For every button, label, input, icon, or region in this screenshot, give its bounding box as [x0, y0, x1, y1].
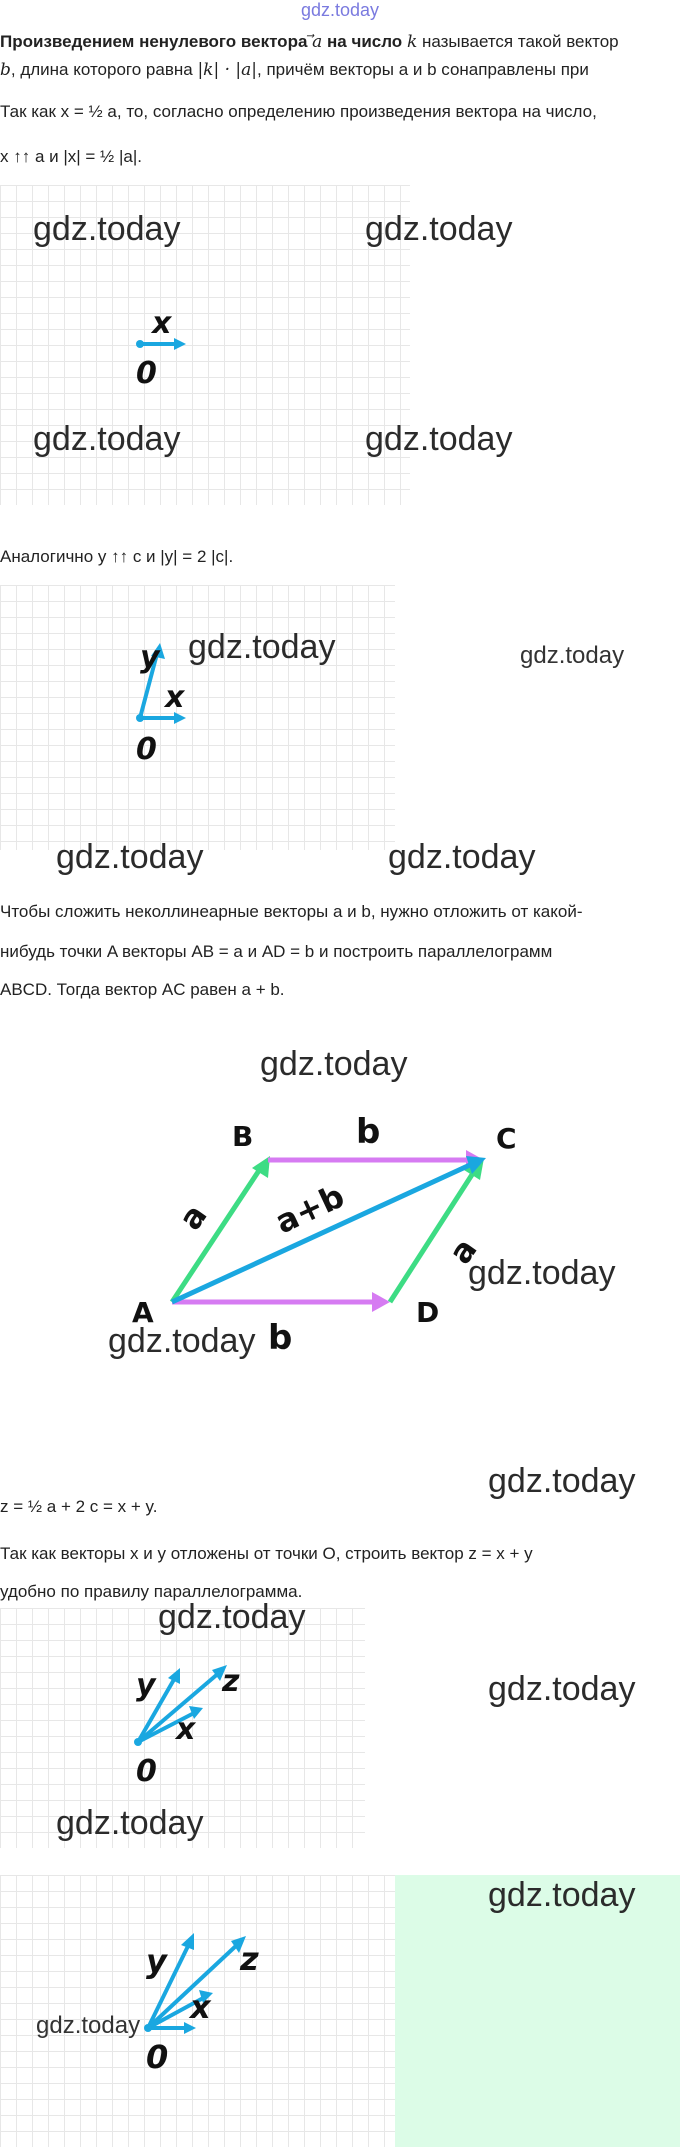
watermark: gdz.today [33, 210, 181, 248]
para4-line2: Так как векторы x и y отложены от точки O, строить вектор z = x + y [0, 1544, 533, 1563]
watermark: gdz.today [365, 420, 513, 458]
label-D: D [416, 1296, 440, 1329]
watermark: gdz.today [158, 1598, 306, 1636]
label-x: x [190, 1988, 211, 2026]
vec-a: a [312, 32, 323, 52]
watermark: gdz.today [388, 838, 536, 876]
watermark: gdz.today [488, 1462, 636, 1500]
label-y: y [140, 640, 160, 675]
para1-line4: x ↑↑ a и |x| = ½ |a|. [0, 147, 142, 166]
origin-point [144, 2024, 152, 2032]
def-bold-mid: на число [327, 32, 403, 51]
label-b-top: b [356, 1112, 381, 1152]
k-symbol: k [406, 32, 418, 52]
label-b-bottom: b [268, 1318, 293, 1358]
def-bold-text: Произведением ненулевого вектора [0, 32, 308, 51]
watermark: gdz.today [365, 210, 513, 248]
para3-line3: ABCD. Тогда вектор AC равен a + b. [0, 980, 285, 999]
label-B: B [232, 1120, 254, 1153]
label-a-right: a [441, 1231, 485, 1271]
def-end: называется такой вектор [421, 32, 619, 51]
watermark: gdz.today [520, 642, 625, 669]
label-origin: 0 [146, 2038, 169, 2076]
watermark: gdz.today [260, 1045, 408, 1083]
watermark: gdz.today [33, 420, 181, 458]
label-x: x [152, 306, 172, 341]
vec-b: b [0, 60, 11, 80]
label-A: A [132, 1296, 154, 1329]
label-y: y [146, 1942, 167, 1980]
para3-line1: Чтобы сложить неколлинеарные векторы a и b, нужно отложить от какой- [0, 902, 583, 921]
para3-line2: нибудь точки A векторы AB = a и AD = b и построить параллелограмм [0, 942, 553, 961]
para2-line: Аналогично y ↑↑ c и |y| = 2 |c|. [0, 547, 234, 566]
label-origin: 0 [136, 732, 157, 767]
label-origin: 0 [136, 1754, 157, 1789]
label-origin: 0 [136, 356, 157, 391]
para1-line3: Так как x = ½ a, то, согласно определению произведения вектора на число, [0, 102, 597, 121]
watermark: gdz.today [56, 1804, 204, 1842]
label-y: y [136, 1668, 156, 1703]
watermark: gdz.today [56, 838, 204, 876]
para4-line3: удобно по правилу параллелограмма. [0, 1582, 303, 1601]
vector-y-head [181, 1933, 194, 1950]
label-a-plus-b: a+b [269, 1176, 351, 1242]
label-a-left: a [171, 1197, 215, 1237]
watermark: gdz.today [188, 628, 336, 666]
watermark: gdz.today [108, 1322, 256, 1360]
length-formula: |k| · |a| [197, 60, 257, 80]
para1-line2-text: , длина которого равна [10, 60, 193, 79]
label-x: x [165, 680, 185, 715]
label-x: x [176, 1712, 196, 1747]
label-z: z [240, 1940, 259, 1978]
watermark: gdz.today [488, 1876, 636, 1914]
watermark: gdz.today [36, 2012, 141, 2039]
watermark: gdz.today [468, 1254, 616, 1292]
label-z: z [222, 1664, 240, 1699]
watermark: gdz.today [488, 1670, 636, 1708]
header-watermark: gdz.today [300, 0, 380, 20]
para1-line2-end: , причём векторы a и b сонаправлены при [257, 60, 589, 79]
para4-line1: z = ½ a + 2 c = x + y. [0, 1497, 158, 1516]
label-C: C [496, 1122, 517, 1155]
